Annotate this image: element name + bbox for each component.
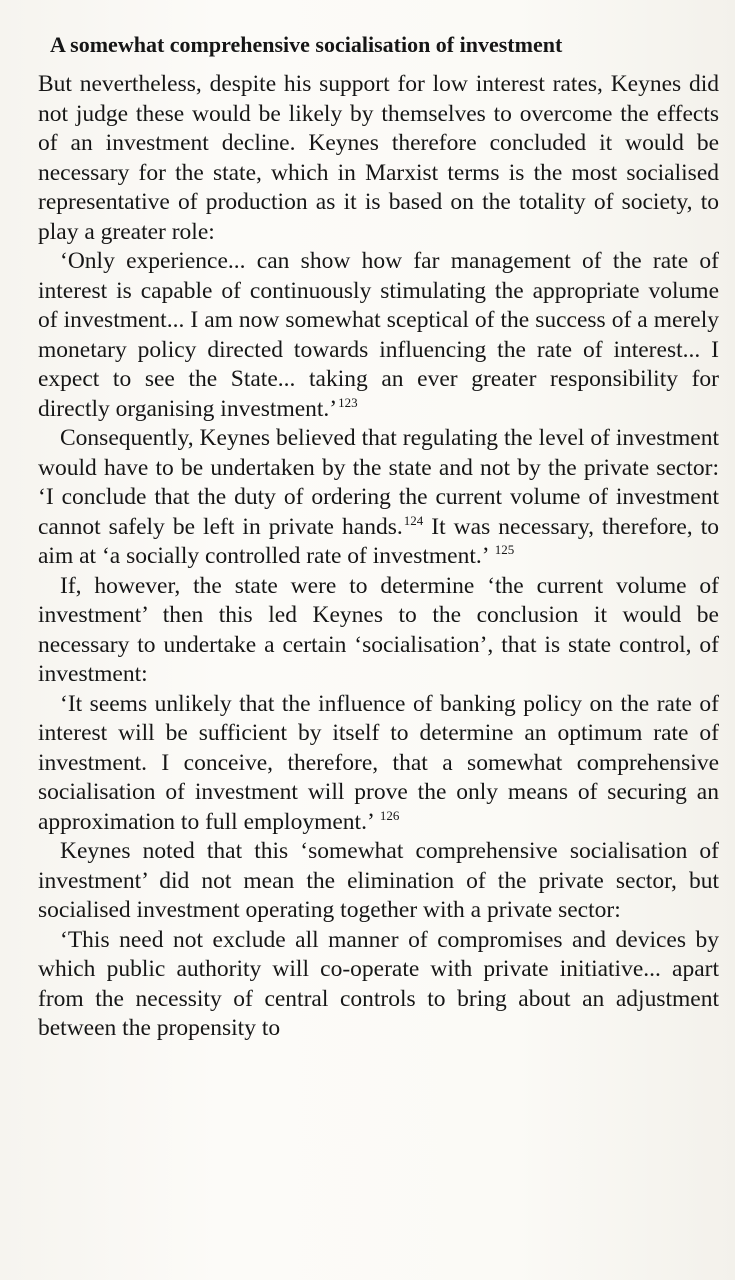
paragraph-consequently-text-a: Consequently, Keynes believed that regulating the level of investment would have to be undertaken by the state and not by the private sector: ‘I conclude that the duty of ordering the current volume of investment cannot safely be left in private hands. [38,425,719,540]
quote-paragraph-2 [38,690,719,838]
paragraph-however: If, however, the state were to determine ‘the current volume of investment’ then this led Keynes to the conclusion it would be necessary to undertake a certain ‘socialisation’, that is state control, of investment: [38,572,719,687]
paragraph-keynes-noted: Keynes noted that this ‘somewhat comprehensive socialisation of investment’ did not mean the elimination of the private sector, but socialised investment operating together with a private sector: [38,838,719,923]
paragraph-intro: But nevertheless, despite his support for low interest rates, Keynes did not judge these would be likely by themselves to overcome the effects of an investment decline. Keynes therefore concluded it would be necessary for the state, which in Marxist terms is the most socialised representative of production as it is based on the totality of society, to play a greater role: [38,71,719,245]
quote-paragraph-1 [38,247,719,424]
paragraph-consequently-text-b: It was necessary, therefore, to aim at ‘a socially controlled rate of investment.’ [38,513,719,569]
footnote-ref-123: 123 [338,394,358,410]
footnote-ref-125: 125 [494,542,515,558]
quote-text-2: ‘It seems unlikely that the influence of banking policy on the rate of interest will be sufficient by itself to determine an optimum rate of investment. I conceive, therefore, that a somewhat comprehensive socialisation of investment will prove the only means of securing an approximation to full employment.’ [38,690,719,835]
quote-paragraph-3: ‘This need not exclude all manner of compromises and devices by which public authority will co-operate with private initiative... apart from the necessity of central controls to bring about an adjustment between the propensity to [38,926,719,1041]
paragraph-consequently [38,424,719,572]
quote-text-1: ‘Only experience... can show how far management of the rate of interest is capable of continuously stimulating the appropriate volume of investment... I am now somewhat sceptical of the success of a merely monetary policy directed towards influencing the rate of interest... I expect to see the State... taking an ever greater responsibility for directly organising investment.’ [38,248,719,422]
section-heading: A somewhat comprehensive socialisation of investment [50,32,563,57]
footnote-ref-126: 126 [379,807,400,823]
footnote-ref-124: 124 [403,512,424,528]
